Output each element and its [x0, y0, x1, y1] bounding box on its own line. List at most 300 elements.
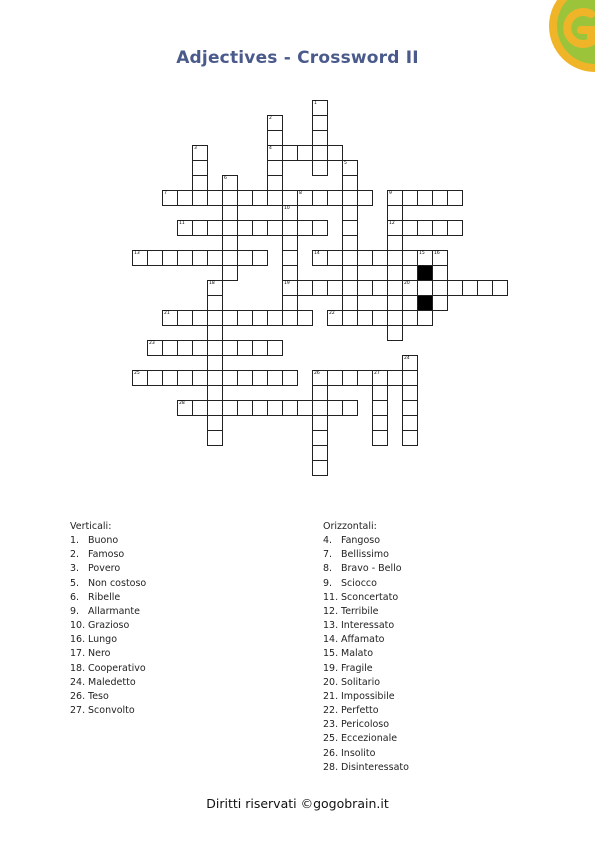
clue-text: Solitario: [341, 676, 381, 688]
clues-down-heading: Verticali:: [70, 521, 112, 532]
crossword-cell[interactable]: [192, 400, 208, 416]
clue-item: [323, 676, 523, 690]
crossword-cell[interactable]: [387, 295, 403, 311]
clue-text: Affamato: [341, 634, 385, 646]
crossword-cell[interactable]: [252, 340, 268, 356]
crossword-cell[interactable]: [282, 190, 298, 206]
crossword-cell[interactable]: [207, 430, 223, 446]
crossword-cell[interactable]: [267, 310, 283, 326]
crossword-cell[interactable]: [207, 415, 223, 431]
crossword-cell[interactable]: [477, 280, 493, 296]
crossword-cell[interactable]: [147, 250, 163, 266]
crossword-cell[interactable]: [387, 205, 403, 221]
crossword-cell[interactable]: [132, 250, 148, 266]
clue-number: 22.: [323, 705, 339, 717]
crossword-cell[interactable]: [207, 385, 223, 401]
crossword-cell[interactable]: [342, 205, 358, 221]
crossword-cell[interactable]: [342, 175, 358, 191]
cell-number: 15: [419, 251, 425, 256]
crossword-cell[interactable]: [237, 190, 253, 206]
crossword-cell[interactable]: [297, 400, 313, 416]
crossword-cell[interactable]: [147, 340, 163, 356]
cell-number: 23: [149, 341, 155, 346]
crossword-cell[interactable]: [417, 280, 433, 296]
clue-text: Grazioso: [88, 620, 130, 632]
crossword-cell[interactable]: [207, 310, 223, 326]
clue-text: Eccezionale: [341, 733, 398, 745]
clue-text: Allarmante: [88, 605, 141, 617]
crossword-cell[interactable]: [252, 400, 268, 416]
cell-number: 3: [194, 146, 197, 151]
crossword-cell[interactable]: [192, 220, 208, 236]
clue-number: 12.: [323, 605, 339, 617]
clue-item: [70, 704, 270, 718]
clue-text: Maledetto: [88, 676, 136, 688]
crossword-cell[interactable]: [312, 385, 328, 401]
cell-number: 25: [134, 371, 140, 376]
crossword-cell[interactable]: [312, 250, 328, 266]
crossword-cell[interactable]: [237, 400, 253, 416]
crossword-cell[interactable]: [267, 370, 283, 386]
crossword-cell[interactable]: [297, 310, 313, 326]
crossword-cell[interactable]: [447, 280, 463, 296]
cell-number: 28: [179, 401, 185, 406]
crossword-cell[interactable]: [177, 310, 193, 326]
crossword-cell[interactable]: [372, 310, 388, 326]
clue-number: 9.: [323, 577, 333, 589]
crossword-cell[interactable]: [402, 385, 418, 401]
crossword-cell[interactable]: [207, 190, 223, 206]
crossword-cell[interactable]: [282, 265, 298, 281]
crossword-cell[interactable]: [342, 400, 358, 416]
crossword-cell[interactable]: [447, 220, 463, 236]
crossword-cell[interactable]: [312, 115, 328, 131]
clue-item: [323, 534, 523, 548]
clue-number: 13.: [323, 620, 339, 632]
crossword-cell[interactable]: [402, 370, 418, 386]
crossword-cell[interactable]: [387, 265, 403, 281]
clue-item: [323, 761, 523, 775]
crossword-cell[interactable]: [207, 250, 223, 266]
clue-item: [70, 690, 270, 704]
crossword-cell[interactable]: [312, 400, 328, 416]
crossword-cell[interactable]: [282, 220, 298, 236]
clue-number: 27.: [70, 705, 86, 717]
cell-number: 27: [374, 371, 380, 376]
crossword-cell[interactable]: [432, 265, 448, 281]
clue-item: [323, 548, 523, 562]
crossword-cell[interactable]: [267, 160, 283, 176]
crossword-cell[interactable]: [177, 190, 193, 206]
crossword-cell[interactable]: [342, 220, 358, 236]
crossword-cell[interactable]: [192, 250, 208, 266]
crossword-cell[interactable]: [327, 145, 343, 161]
crossword-cell[interactable]: [282, 295, 298, 311]
crossword-cell[interactable]: [267, 175, 283, 191]
crossword-cell[interactable]: [417, 220, 433, 236]
crossword-cell[interactable]: [402, 400, 418, 416]
crossword-cell[interactable]: [222, 370, 238, 386]
crossword-cell[interactable]: [147, 370, 163, 386]
crossword-cell[interactable]: [192, 190, 208, 206]
clue-item: [70, 534, 270, 548]
clue-number: 9.: [70, 605, 80, 617]
crossword-cell[interactable]: [327, 370, 343, 386]
crossword-cell[interactable]: [192, 145, 208, 161]
crossword-cell[interactable]: [432, 295, 448, 311]
clue-item: [70, 591, 270, 605]
crossword-cell[interactable]: [387, 325, 403, 341]
crossword-cell[interactable]: [222, 340, 238, 356]
clue-number: 19.: [323, 662, 339, 674]
cell-number: 26: [314, 371, 320, 376]
clue-text: Sconvolto: [88, 705, 135, 717]
crossword-cell[interactable]: [177, 250, 193, 266]
crossword-cell[interactable]: [267, 115, 283, 131]
clue-item: [323, 562, 523, 576]
crossword-cell[interactable]: [357, 190, 373, 206]
clue-item: [70, 548, 270, 562]
clues-across-list: [323, 534, 523, 775]
crossword-cell[interactable]: [462, 280, 478, 296]
crossword-cell[interactable]: [252, 370, 268, 386]
crossword-cell[interactable]: [177, 340, 193, 356]
crossword-cell[interactable]: [267, 400, 283, 416]
clue-text: Interessato: [341, 620, 395, 632]
clue-number: 16.: [70, 634, 86, 646]
clue-text: Sciocco: [341, 577, 377, 589]
crossword-cell[interactable]: [192, 175, 208, 191]
clue-text: Bellissimo: [341, 549, 389, 561]
crossword-cell[interactable]: [342, 160, 358, 176]
crossword-cell[interactable]: [342, 235, 358, 251]
clue-text: Pericoloso: [341, 719, 390, 731]
crossword-cell[interactable]: [372, 400, 388, 416]
crossword-cell[interactable]: [267, 190, 283, 206]
crossword-cell[interactable]: [402, 250, 418, 266]
crossword-cell[interactable]: [402, 355, 418, 371]
crossword-cell[interactable]: [252, 310, 268, 326]
crossword-cell[interactable]: [342, 310, 358, 326]
cell-number: 9: [389, 191, 392, 196]
crossword-cell[interactable]: [282, 310, 298, 326]
crossword-cell[interactable]: [417, 190, 433, 206]
crossword-cell[interactable]: [387, 220, 403, 236]
crossword-cell[interactable]: [372, 280, 388, 296]
crossword-cell[interactable]: [222, 175, 238, 191]
clue-item: [323, 619, 523, 633]
crossword-cell[interactable]: [342, 190, 358, 206]
crossword-cell[interactable]: [387, 235, 403, 251]
crossword-cell[interactable]: [282, 370, 298, 386]
crossword-cell[interactable]: [192, 160, 208, 176]
cell-number: 4: [269, 146, 272, 151]
crossword-cell[interactable]: [402, 220, 418, 236]
clue-text: Lungo: [88, 634, 118, 646]
clue-text: Disinteressato: [341, 761, 409, 773]
clue-text: Non costoso: [88, 577, 147, 589]
crossword-cell[interactable]: [282, 145, 298, 161]
crossword-cell[interactable]: [222, 250, 238, 266]
crossword-cell[interactable]: [267, 130, 283, 146]
crossword-cell[interactable]: [222, 265, 238, 281]
crossword-cell[interactable]: [372, 415, 388, 431]
clue-number: 26.: [323, 747, 339, 759]
clue-item: [70, 676, 270, 690]
crossword-cell[interactable]: [237, 250, 253, 266]
crossword-cell[interactable]: [372, 385, 388, 401]
cell-number: 5: [344, 161, 347, 166]
clue-number: 15.: [323, 648, 339, 660]
crossword-cell[interactable]: [177, 220, 193, 236]
crossword-cell[interactable]: [252, 190, 268, 206]
crossword-cell[interactable]: [417, 310, 433, 326]
crossword-cell[interactable]: [312, 130, 328, 146]
clue-item: [323, 633, 523, 647]
crossword-cell[interactable]: [222, 235, 238, 251]
clue-number: 10.: [70, 620, 86, 632]
clue-text: Teso: [88, 690, 109, 702]
clue-number: 26.: [70, 690, 86, 702]
cell-number: 7: [164, 191, 167, 196]
crossword-cell[interactable]: [207, 325, 223, 341]
crossword-cell[interactable]: [192, 310, 208, 326]
crossword-cell[interactable]: [132, 370, 148, 386]
clue-text: Famoso: [88, 549, 125, 561]
clue-item: [323, 747, 523, 761]
crossword-cell[interactable]: [177, 370, 193, 386]
crossword-cell[interactable]: [342, 265, 358, 281]
cell-number: 20: [404, 281, 410, 286]
crossword-cell[interactable]: [162, 370, 178, 386]
clue-item: [70, 619, 270, 633]
crossword-cell[interactable]: [432, 220, 448, 236]
crossword-cell[interactable]: [342, 250, 358, 266]
crossword-cell[interactable]: [222, 220, 238, 236]
clue-number: 5.: [70, 577, 80, 589]
clue-item: [70, 605, 270, 619]
crossword-cell[interactable]: [207, 340, 223, 356]
cell-number: 19: [284, 281, 290, 286]
cell-number: 13: [134, 251, 140, 256]
crossword-cell[interactable]: [207, 355, 223, 371]
crossword-cell[interactable]: [387, 310, 403, 326]
clue-text: Perfetto: [341, 705, 379, 717]
clue-item: [323, 662, 523, 676]
cell-number: 2: [269, 116, 272, 121]
clue-number: 20.: [323, 676, 339, 688]
clue-item: [323, 605, 523, 619]
crossword-cell[interactable]: [267, 145, 283, 161]
crossword-cell[interactable]: [267, 340, 283, 356]
crossword-cell[interactable]: [372, 370, 388, 386]
crossword-cell[interactable]: [267, 220, 283, 236]
crossword-cell[interactable]: [162, 250, 178, 266]
clue-text: Buono: [88, 535, 119, 547]
crossword-cell[interactable]: [312, 190, 328, 206]
cell-number: 16: [434, 251, 440, 256]
crossword-cell[interactable]: [237, 220, 253, 236]
crossword-cell[interactable]: [312, 415, 328, 431]
crossword-cell[interactable]: [372, 430, 388, 446]
crossword-cell[interactable]: [402, 190, 418, 206]
crossword-cell[interactable]: [177, 400, 193, 416]
crossword-cell[interactable]: [207, 220, 223, 236]
clue-number: 3.: [70, 563, 80, 575]
clue-number: 24.: [70, 676, 86, 688]
clue-item: [323, 690, 523, 704]
crossword-cell[interactable]: [222, 205, 238, 221]
cell-number: 8: [299, 191, 302, 196]
crossword-cell[interactable]: [222, 400, 238, 416]
clue-text: Insolito: [341, 747, 376, 759]
crossword-cell[interactable]: [207, 295, 223, 311]
crossword-cell[interactable]: [312, 460, 328, 476]
crossword-cell[interactable]: [342, 295, 358, 311]
clue-number: 23.: [323, 719, 339, 731]
crossword-cell[interactable]: [297, 280, 313, 296]
clue-number: 11.: [323, 591, 339, 603]
clue-text: Nero: [88, 648, 111, 660]
cell-number: 22: [329, 311, 335, 316]
clue-item: [323, 577, 523, 591]
clue-text: Terribile: [341, 605, 379, 617]
crossword-cell[interactable]: [432, 190, 448, 206]
clue-number: 7.: [323, 549, 333, 561]
crossword-cell[interactable]: [387, 190, 403, 206]
crossword-cell[interactable]: [192, 340, 208, 356]
crossword-cell[interactable]: [222, 190, 238, 206]
crossword-cell[interactable]: [327, 400, 343, 416]
clue-text: Povero: [88, 563, 121, 575]
clue-item: [323, 718, 523, 732]
crossword-cell[interactable]: [387, 250, 403, 266]
cell-number: 1: [314, 101, 317, 106]
clue-number: 25.: [323, 733, 339, 745]
crossword-cell[interactable]: [282, 280, 298, 296]
crossword-cell[interactable]: [282, 400, 298, 416]
crossword-cell[interactable]: [372, 250, 388, 266]
crossword-cell[interactable]: [357, 250, 373, 266]
clue-item: [323, 732, 523, 746]
crossword-cell[interactable]: [357, 370, 373, 386]
crossword-cell[interactable]: [342, 370, 358, 386]
crossword-cell[interactable]: [312, 280, 328, 296]
crossword-cell[interactable]: [312, 445, 328, 461]
crossword-cell[interactable]: [312, 220, 328, 236]
cell-number: 6: [224, 176, 227, 181]
cell-number: 24: [404, 356, 410, 361]
crossword-cell[interactable]: [357, 280, 373, 296]
crossword-cell[interactable]: [312, 370, 328, 386]
clue-item: [70, 633, 270, 647]
page-title: Adjectives - Crossword II: [176, 48, 419, 68]
crossword-cell[interactable]: [297, 220, 313, 236]
crossword-cell[interactable]: [402, 430, 418, 446]
clue-text: Sconcertato: [341, 591, 399, 603]
clue-item: [70, 577, 270, 591]
crossword-cell[interactable]: [282, 235, 298, 251]
crossword-cell[interactable]: [387, 370, 403, 386]
cell-number: 21: [164, 311, 170, 316]
crossword-cell[interactable]: [402, 310, 418, 326]
crossword-cell[interactable]: [327, 280, 343, 296]
crossword-cell[interactable]: [162, 310, 178, 326]
copyright-footer: Diritti riservati ©gogobrain.it: [206, 796, 389, 811]
clue-number: 28.: [323, 761, 339, 773]
crossword-cell[interactable]: [327, 310, 343, 326]
crossword-cell[interactable]: [312, 100, 328, 116]
clues-across-heading: Orizzontali:: [323, 521, 377, 532]
cell-number: 14: [314, 251, 320, 256]
clue-text: Fangoso: [341, 535, 381, 547]
clue-item: [323, 591, 523, 605]
crossword-cell[interactable]: [162, 340, 178, 356]
clue-text: Cooperativo: [88, 662, 146, 674]
clue-item: [70, 562, 270, 576]
crossword-cell[interactable]: [237, 310, 253, 326]
clue-number: 14.: [323, 634, 339, 646]
clue-item: [323, 704, 523, 718]
crossword-cell[interactable]: [402, 280, 418, 296]
crossword-cell[interactable]: [222, 310, 238, 326]
crossword-cell[interactable]: [327, 190, 343, 206]
crossword-cell[interactable]: [252, 220, 268, 236]
crossword-cell[interactable]: [282, 205, 298, 221]
crossword-cell[interactable]: [342, 280, 358, 296]
crossword-cell[interactable]: [402, 415, 418, 431]
crossword-cell[interactable]: [432, 250, 448, 266]
clue-text: Ribelle: [88, 591, 121, 603]
clue-text: Bravo - Bello: [341, 563, 402, 575]
crossword-cell[interactable]: [417, 250, 433, 266]
crossword-cell[interactable]: [432, 280, 448, 296]
clue-number: 8.: [323, 563, 333, 575]
cell-number: 10: [284, 206, 290, 211]
crossword-cell[interactable]: [312, 145, 328, 161]
crossword-cell[interactable]: [492, 280, 508, 296]
crossword-cell[interactable]: [312, 160, 328, 176]
crossword-cell[interactable]: [297, 190, 313, 206]
crossword-cell[interactable]: [207, 370, 223, 386]
crossword-cell[interactable]: [162, 190, 178, 206]
clue-item: [70, 662, 270, 676]
crossword-cell[interactable]: [207, 400, 223, 416]
clues-across-column: [323, 520, 523, 775]
cell-number: 17: [419, 266, 425, 271]
cell-number: 18: [209, 281, 215, 286]
crossword-cell[interactable]: [237, 340, 253, 356]
crossword-cell[interactable]: [357, 310, 373, 326]
clue-text: Impossibile: [341, 690, 395, 702]
crossword-cell[interactable]: [312, 430, 328, 446]
clue-number: 4.: [323, 535, 333, 547]
crossword-cell[interactable]: [282, 250, 298, 266]
crossword-cell[interactable]: [447, 190, 463, 206]
crossword-cell[interactable]: [327, 250, 343, 266]
clues-down-column: [70, 520, 270, 718]
crossword-cell[interactable]: [387, 280, 403, 296]
clue-text: Fragile: [341, 662, 373, 674]
crossword-cell[interactable]: [297, 145, 313, 161]
crossword-cell[interactable]: [237, 370, 253, 386]
crossword-cell[interactable]: [252, 250, 268, 266]
clue-item: [70, 647, 270, 661]
crossword-black-cell: [417, 295, 433, 311]
clue-item: [323, 647, 523, 661]
crossword-cell[interactable]: [192, 370, 208, 386]
crossword-cell[interactable]: [207, 280, 223, 296]
